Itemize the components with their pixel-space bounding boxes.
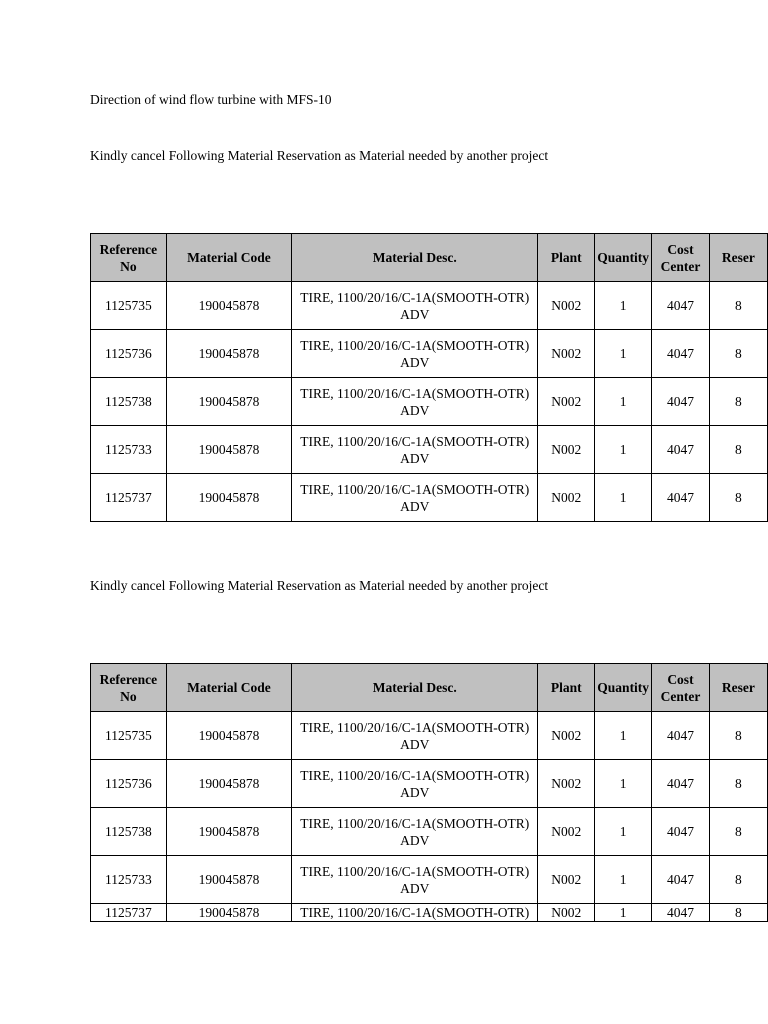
cell-reservation: 8 xyxy=(709,330,767,378)
table-header-row xyxy=(91,234,768,282)
cell-material-desc: TIRE, 1100/20/16/C-1A(SMOOTH-OTR) ADV xyxy=(292,760,538,808)
cell-material-desc: TIRE, 1100/20/16/C-1A(SMOOTH-OTR) xyxy=(292,904,538,922)
cell-quantity: 1 xyxy=(595,378,652,426)
cancel-note-2: Kindly cancel Following Material Reservation as Material needed by another project xyxy=(90,578,549,593)
cell-plant: N002 xyxy=(538,378,595,426)
cell-material-code: 190045878 xyxy=(166,378,291,426)
header-material-code: Material Code xyxy=(166,234,291,282)
table-row xyxy=(91,856,768,904)
cell-cost-center: 4047 xyxy=(652,378,710,426)
cell-reference-no: 1125737 xyxy=(91,904,167,922)
header-reference-no: Reference No xyxy=(91,664,167,712)
cell-reservation: 8 xyxy=(709,378,767,426)
cell-material-code: 190045878 xyxy=(166,282,291,330)
cell-material-desc: TIRE, 1100/20/16/C-1A(SMOOTH-OTR) ADV xyxy=(292,712,538,760)
cell-reservation: 8 xyxy=(709,282,767,330)
cell-cost-center: 4047 xyxy=(652,282,710,330)
cell-cost-center: 4047 xyxy=(652,330,710,378)
cell-cost-center: 4047 xyxy=(652,808,710,856)
header-plant: Plant xyxy=(538,234,595,282)
header-reservation: Reser xyxy=(709,664,767,712)
cell-material-desc: TIRE, 1100/20/16/C-1A(SMOOTH-OTR) ADV xyxy=(292,808,538,856)
header-quantity: Quantity xyxy=(595,234,652,282)
cell-material-desc: TIRE, 1100/20/16/C-1A(SMOOTH-OTR) ADV xyxy=(292,282,538,330)
cell-plant: N002 xyxy=(538,330,595,378)
reservation-table-2 xyxy=(90,663,768,922)
header-reservation: Reser xyxy=(709,234,767,282)
cell-reference-no: 1125733 xyxy=(91,856,167,904)
cell-plant: N002 xyxy=(538,712,595,760)
cell-material-desc: TIRE, 1100/20/16/C-1A(SMOOTH-OTR) ADV xyxy=(292,426,538,474)
cell-material-code: 190045878 xyxy=(166,904,291,922)
cell-reference-no: 1125736 xyxy=(91,330,167,378)
header-cost-center: Cost Center xyxy=(652,234,710,282)
cell-material-desc: TIRE, 1100/20/16/C-1A(SMOOTH-OTR) ADV xyxy=(292,474,538,522)
header-material-code: Material Code xyxy=(166,664,291,712)
cell-cost-center: 4047 xyxy=(652,760,710,808)
cell-cost-center: 4047 xyxy=(652,856,710,904)
cell-cost-center: 4047 xyxy=(652,712,710,760)
cell-quantity: 1 xyxy=(595,856,652,904)
cell-cost-center: 4047 xyxy=(652,426,710,474)
table-row xyxy=(91,712,768,760)
cell-plant: N002 xyxy=(538,856,595,904)
header-material-desc: Material Desc. xyxy=(292,234,538,282)
cell-cost-center: 4047 xyxy=(652,474,710,522)
cell-material-code: 190045878 xyxy=(166,760,291,808)
cell-material-code: 190045878 xyxy=(166,856,291,904)
cell-quantity: 1 xyxy=(595,474,652,522)
header-plant: Plant xyxy=(538,664,595,712)
cell-plant: N002 xyxy=(538,282,595,330)
header-reference-no: Reference No xyxy=(91,234,167,282)
table-row xyxy=(91,378,768,426)
cell-reservation: 8 xyxy=(709,760,767,808)
cell-plant: N002 xyxy=(538,808,595,856)
cell-material-code: 190045878 xyxy=(166,474,291,522)
cell-quantity: 1 xyxy=(595,904,652,922)
cell-reference-no: 1125738 xyxy=(91,808,167,856)
cell-reference-no: 1125735 xyxy=(91,712,167,760)
table-row xyxy=(91,760,768,808)
cell-reservation: 8 xyxy=(709,474,767,522)
cell-reservation: 8 xyxy=(709,808,767,856)
cell-cost-center: 4047 xyxy=(652,904,710,922)
cell-reference-no: 1125737 xyxy=(91,474,167,522)
cell-reference-no: 1125738 xyxy=(91,378,167,426)
header-quantity: Quantity xyxy=(595,664,652,712)
cell-plant: N002 xyxy=(538,426,595,474)
cell-reservation: 8 xyxy=(709,426,767,474)
cell-quantity: 1 xyxy=(595,426,652,474)
cell-quantity: 1 xyxy=(595,808,652,856)
cell-material-code: 190045878 xyxy=(166,330,291,378)
cell-reference-no: 1125736 xyxy=(91,760,167,808)
table-row xyxy=(91,474,768,522)
cell-plant: N002 xyxy=(538,760,595,808)
reservation-table-1 xyxy=(90,233,768,522)
header-material-desc: Material Desc. xyxy=(292,664,538,712)
table-row xyxy=(91,904,768,922)
cell-reservation: 8 xyxy=(709,856,767,904)
table-row xyxy=(91,282,768,330)
document-title: Direction of wind flow turbine with MFS-10 xyxy=(90,92,332,107)
cell-material-code: 190045878 xyxy=(166,426,291,474)
cell-material-code: 190045878 xyxy=(166,808,291,856)
cell-material-code: 190045878 xyxy=(166,712,291,760)
cell-reference-no: 1125735 xyxy=(91,282,167,330)
cell-quantity: 1 xyxy=(595,760,652,808)
cell-quantity: 1 xyxy=(595,712,652,760)
cell-material-desc: TIRE, 1100/20/16/C-1A(SMOOTH-OTR) ADV xyxy=(292,378,538,426)
cell-reservation: 8 xyxy=(709,904,767,922)
table-row xyxy=(91,426,768,474)
cell-quantity: 1 xyxy=(595,330,652,378)
cell-reference-no: 1125733 xyxy=(91,426,167,474)
cell-reservation: 8 xyxy=(709,712,767,760)
table-row xyxy=(91,808,768,856)
header-cost-center: Cost Center xyxy=(652,664,710,712)
table-header-row xyxy=(91,664,768,712)
table-row xyxy=(91,330,768,378)
cell-material-desc: TIRE, 1100/20/16/C-1A(SMOOTH-OTR) ADV xyxy=(292,330,538,378)
cancel-note-1: Kindly cancel Following Material Reservation as Material needed by another project xyxy=(90,148,549,163)
cell-quantity: 1 xyxy=(595,282,652,330)
cell-plant: N002 xyxy=(538,904,595,922)
cell-material-desc: TIRE, 1100/20/16/C-1A(SMOOTH-OTR) ADV xyxy=(292,856,538,904)
cell-plant: N002 xyxy=(538,474,595,522)
